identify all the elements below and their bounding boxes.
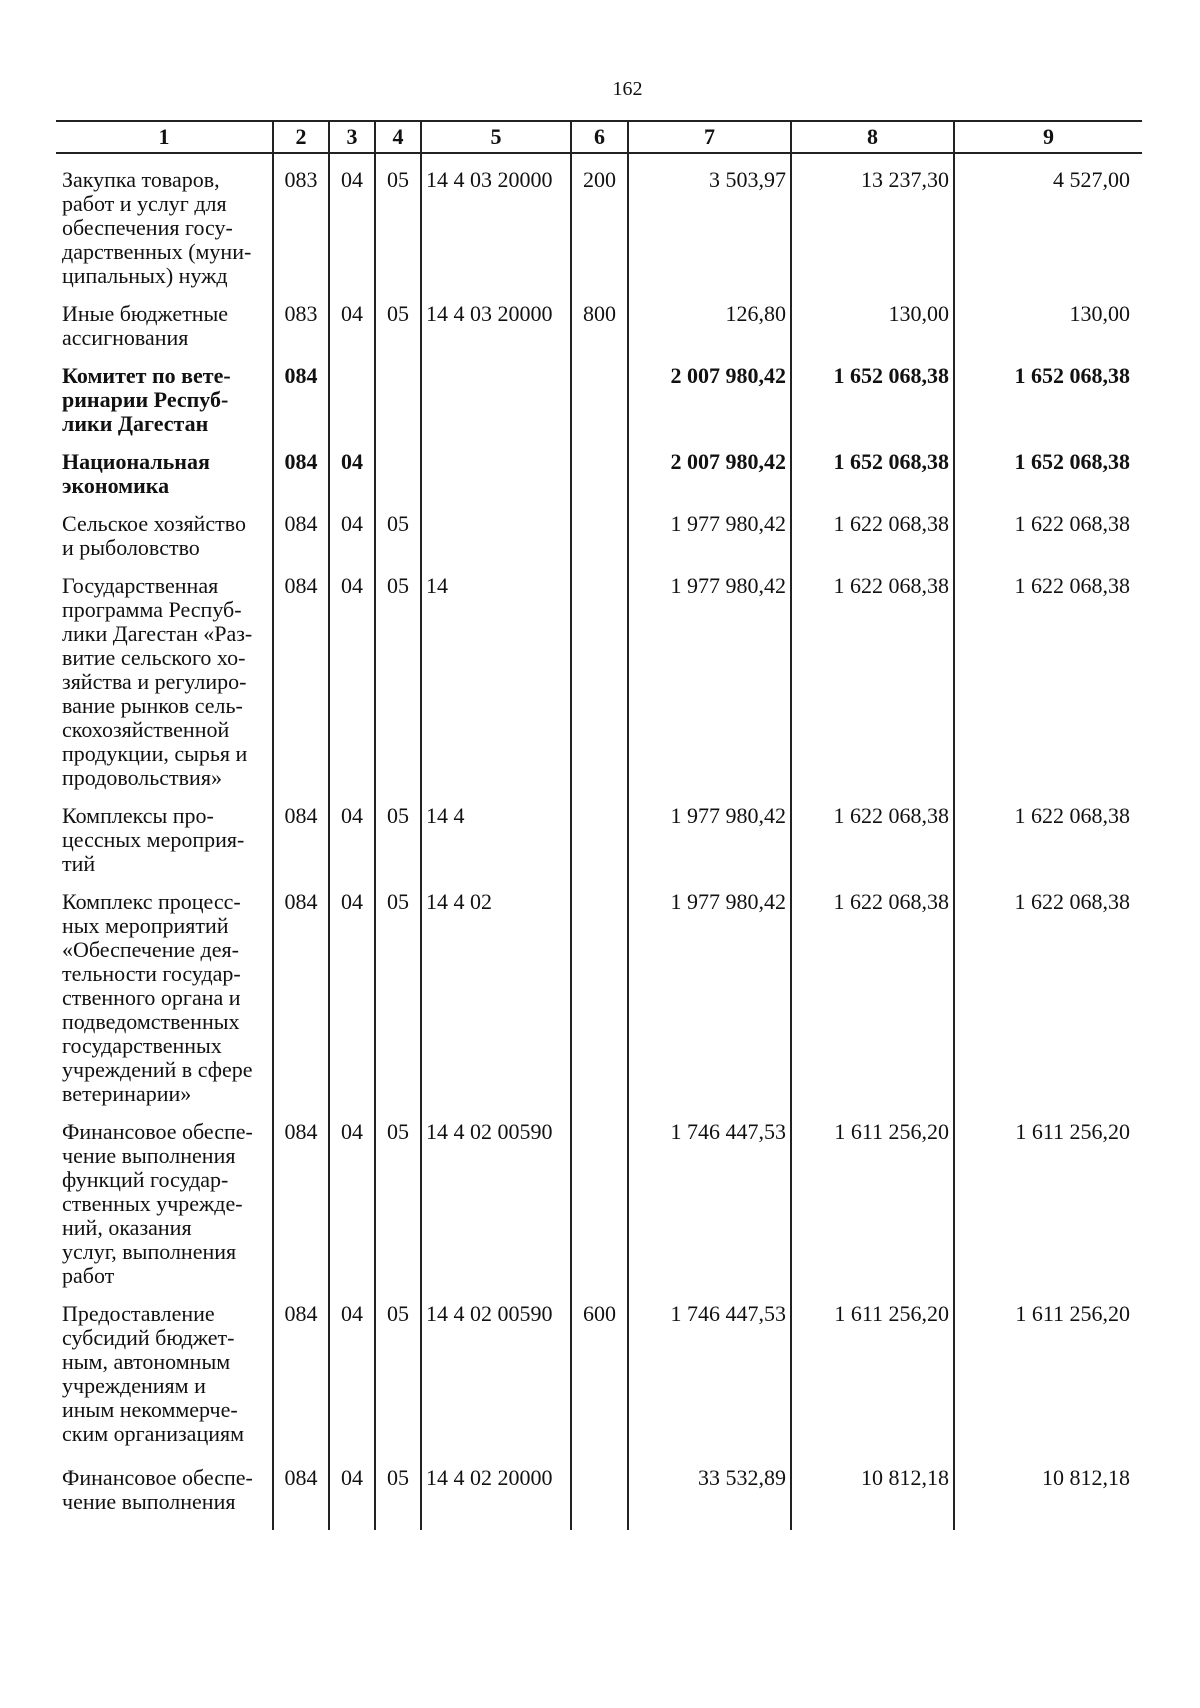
ministry-code-cell: 084	[273, 876, 329, 1106]
row-name-cell	[56, 1452, 273, 1530]
table-row	[56, 1288, 1142, 1452]
amount-year2-cell: 1 611 256,20	[791, 1106, 954, 1288]
target-article-cell	[421, 498, 571, 560]
target-article-cell: 14 4 02	[421, 876, 571, 1106]
row-name-line: работ	[62, 1263, 115, 1288]
row-name-line: чение выполнения	[62, 1489, 236, 1514]
expense-type-cell	[571, 876, 628, 1106]
row-name-line: Сельское хозяйство	[62, 511, 246, 536]
row-name-line: Закупка товаров,	[62, 167, 220, 192]
table-row	[56, 1106, 1142, 1288]
row-name-line: Финансовое обеспе-	[62, 1465, 253, 1490]
subsection-code-cell: 05	[375, 1452, 421, 1530]
row-name-line: лики Дагестан «Раз-	[62, 621, 253, 646]
amount-year2-cell: 1 622 068,38	[791, 498, 954, 560]
subsection-code-cell: 05	[375, 1106, 421, 1288]
amount-year3-cell: 1 622 068,38	[954, 498, 1142, 560]
row-name-line: иным некоммерче-	[62, 1397, 238, 1422]
expense-type-cell	[571, 1106, 628, 1288]
row-name-line: услуг, выполнения	[62, 1239, 237, 1264]
amount-year2-cell: 1 622 068,38	[791, 560, 954, 790]
ministry-code-cell: 084	[273, 1288, 329, 1452]
table-row	[56, 436, 1142, 498]
table-body	[56, 153, 1142, 1530]
ministry-code-cell: 084	[273, 1452, 329, 1530]
section-code-cell: 04	[329, 1106, 375, 1288]
amount-year1-cell: 2 007 980,42	[628, 350, 791, 436]
row-name-line: учреждений в сфере	[62, 1057, 253, 1082]
row-name-line: и рыболовство	[62, 535, 200, 560]
section-code-cell: 04	[329, 153, 375, 288]
amount-year3-cell: 1 652 068,38	[954, 436, 1142, 498]
amount-year2-cell: 1 652 068,38	[791, 436, 954, 498]
amount-year2-cell: 130,00	[791, 288, 954, 350]
row-name-line: функций государ-	[62, 1167, 229, 1192]
expense-type-cell: 800	[571, 288, 628, 350]
ministry-code-cell: 084	[273, 350, 329, 436]
target-article-cell: 14 4 02 20000	[421, 1452, 571, 1530]
ministry-code-cell: 084	[273, 790, 329, 876]
row-name-line: «Обеспечение дея-	[62, 937, 239, 962]
row-name-line: лики Дагестан	[62, 411, 209, 436]
amount-year3-cell: 130,00	[954, 288, 1142, 350]
amount-year3-cell: 1 652 068,38	[954, 350, 1142, 436]
expense-type-cell	[571, 1452, 628, 1530]
amount-year1-cell: 3 503,97	[628, 153, 791, 288]
column-header: 5	[421, 121, 571, 153]
row-name-line: государственных	[62, 1033, 222, 1058]
row-name-line: Финансовое обеспе-	[62, 1119, 253, 1144]
row-name-line: Предоставление	[62, 1301, 215, 1326]
table-row	[56, 876, 1142, 1106]
subsection-code-cell: 05	[375, 876, 421, 1106]
row-name-line: Национальная	[62, 449, 210, 474]
row-name-cell	[56, 1288, 273, 1452]
row-name-line: дарственных (муни-	[62, 239, 252, 264]
amount-year1-cell: 126,80	[628, 288, 791, 350]
amount-year1-cell: 1 746 447,53	[628, 1106, 791, 1288]
section-code-cell: 04	[329, 436, 375, 498]
budget-table-container	[56, 120, 1142, 1530]
expense-type-cell: 600	[571, 1288, 628, 1452]
subsection-code-cell: 05	[375, 1288, 421, 1452]
row-name-line: экономика	[62, 473, 170, 498]
amount-year3-cell: 1 622 068,38	[954, 560, 1142, 790]
subsection-code-cell	[375, 350, 421, 436]
section-code-cell: 04	[329, 560, 375, 790]
ministry-code-cell: 084	[273, 498, 329, 560]
row-name-line: субсидий бюджет-	[62, 1325, 235, 1350]
row-name-cell	[56, 153, 273, 288]
amount-year1-cell: 33 532,89	[628, 1452, 791, 1530]
table-row	[56, 1452, 1142, 1530]
section-code-cell: 04	[329, 876, 375, 1106]
ministry-code-cell: 083	[273, 153, 329, 288]
amount-year1-cell: 1 977 980,42	[628, 498, 791, 560]
subsection-code-cell: 05	[375, 288, 421, 350]
table-row	[56, 153, 1142, 288]
row-name-line: Комитет по вете-	[62, 363, 231, 388]
target-article-cell: 14	[421, 560, 571, 790]
row-name-line: тельности государ-	[62, 961, 241, 986]
target-article-cell: 14 4 02 00590	[421, 1106, 571, 1288]
row-name-cell	[56, 436, 273, 498]
target-article-cell: 14 4 02 00590	[421, 1288, 571, 1452]
subsection-code-cell: 05	[375, 498, 421, 560]
table-row	[56, 350, 1142, 436]
expense-type-cell	[571, 498, 628, 560]
expense-type-cell	[571, 560, 628, 790]
row-name-line: Иные бюджетные	[62, 301, 229, 326]
row-name-line: учреждениям и	[62, 1373, 206, 1398]
column-header: 2	[273, 121, 329, 153]
row-name-line: ципальных) нужд	[62, 263, 228, 288]
section-code-cell: 04	[329, 288, 375, 350]
ministry-code-cell: 084	[273, 1106, 329, 1288]
amount-year2-cell: 1 611 256,20	[791, 1288, 954, 1452]
amount-year2-cell: 1 622 068,38	[791, 876, 954, 1106]
amount-year1-cell: 1 746 447,53	[628, 1288, 791, 1452]
amount-year2-cell: 1 622 068,38	[791, 790, 954, 876]
row-name-line: ассигнования	[62, 325, 189, 350]
amount-year2-cell: 10 812,18	[791, 1452, 954, 1530]
target-article-cell: 14 4	[421, 790, 571, 876]
section-code-cell	[329, 350, 375, 436]
amount-year3-cell: 1 611 256,20	[954, 1106, 1142, 1288]
ministry-code-cell: 084	[273, 436, 329, 498]
row-name-line: ветеринарии»	[62, 1081, 192, 1106]
ministry-code-cell: 084	[273, 560, 329, 790]
row-name-line: ринарии Респуб-	[62, 387, 229, 412]
table-row	[56, 288, 1142, 350]
row-name-cell	[56, 1106, 273, 1288]
row-name-line: ственных учрежде-	[62, 1191, 243, 1216]
table-row	[56, 790, 1142, 876]
row-name-line: ных мероприятий	[62, 913, 229, 938]
amount-year3-cell: 1 611 256,20	[954, 1288, 1142, 1452]
row-name-cell	[56, 560, 273, 790]
column-header: 9	[954, 121, 1142, 153]
column-header: 6	[571, 121, 628, 153]
column-header: 8	[791, 121, 954, 153]
row-name-line: ским организациям	[62, 1421, 245, 1446]
subsection-code-cell	[375, 436, 421, 498]
target-article-cell	[421, 436, 571, 498]
target-article-cell	[421, 350, 571, 436]
section-code-cell: 04	[329, 1452, 375, 1530]
amount-year2-cell: 13 237,30	[791, 153, 954, 288]
column-header: 1	[56, 121, 273, 153]
row-name-line: Комплекс процесс-	[62, 889, 241, 914]
expense-type-cell: 200	[571, 153, 628, 288]
row-name-cell	[56, 790, 273, 876]
row-name-line: продовольствия»	[62, 765, 222, 790]
row-name-line: вание рынков сель-	[62, 693, 243, 718]
target-article-cell: 14 4 03 20000	[421, 288, 571, 350]
expense-type-cell	[571, 350, 628, 436]
subsection-code-cell: 05	[375, 153, 421, 288]
table-row	[56, 498, 1142, 560]
subsection-code-cell: 05	[375, 790, 421, 876]
column-header: 3	[329, 121, 375, 153]
amount-year1-cell: 1 977 980,42	[628, 560, 791, 790]
row-name-cell	[56, 876, 273, 1106]
amount-year3-cell: 1 622 068,38	[954, 790, 1142, 876]
table-header-row	[56, 121, 1142, 153]
table-row	[56, 560, 1142, 790]
row-name-cell	[56, 350, 273, 436]
amount-year1-cell: 2 007 980,42	[628, 436, 791, 498]
page-number: 162	[612, 78, 643, 100]
row-name-line: ний, оказания	[62, 1215, 192, 1240]
amount-year2-cell: 1 652 068,38	[791, 350, 954, 436]
row-name-line: скохозяйственной	[62, 717, 230, 742]
target-article-cell: 14 4 03 20000	[421, 153, 571, 288]
amount-year1-cell: 1 977 980,42	[628, 876, 791, 1106]
row-name-line: тий	[62, 851, 96, 876]
row-name-line: цессных мероприя-	[62, 827, 245, 852]
row-name-line: витие сельского хо-	[62, 645, 246, 670]
row-name-line: подведомственных	[62, 1009, 240, 1034]
row-name-cell	[56, 288, 273, 350]
amount-year1-cell: 1 977 980,42	[628, 790, 791, 876]
amount-year3-cell: 1 622 068,38	[954, 876, 1142, 1106]
amount-year3-cell: 10 812,18	[954, 1452, 1142, 1530]
row-name-line: работ и услуг для	[62, 191, 227, 216]
column-header: 4	[375, 121, 421, 153]
expense-type-cell	[571, 436, 628, 498]
ministry-code-cell: 083	[273, 288, 329, 350]
budget-table	[56, 120, 1142, 1530]
row-name-line: Государственная	[62, 573, 219, 598]
section-code-cell: 04	[329, 498, 375, 560]
row-name-line: продукции, сырья и	[62, 741, 248, 766]
row-name-line: Комплексы про-	[62, 803, 214, 828]
amount-year3-cell: 4 527,00	[954, 153, 1142, 288]
section-code-cell: 04	[329, 790, 375, 876]
subsection-code-cell: 05	[375, 560, 421, 790]
row-name-line: ным, автономным	[62, 1349, 231, 1374]
row-name-line: программа Респуб-	[62, 597, 242, 622]
row-name-cell	[56, 498, 273, 560]
row-name-line: обеспечения госу-	[62, 215, 233, 240]
row-name-line: зяйства и регулиро-	[62, 669, 247, 694]
row-name-line: ственного органа и	[62, 985, 241, 1010]
column-header: 7	[628, 121, 791, 153]
expense-type-cell	[571, 790, 628, 876]
section-code-cell: 04	[329, 1288, 375, 1452]
row-name-line: чение выполнения	[62, 1143, 236, 1168]
